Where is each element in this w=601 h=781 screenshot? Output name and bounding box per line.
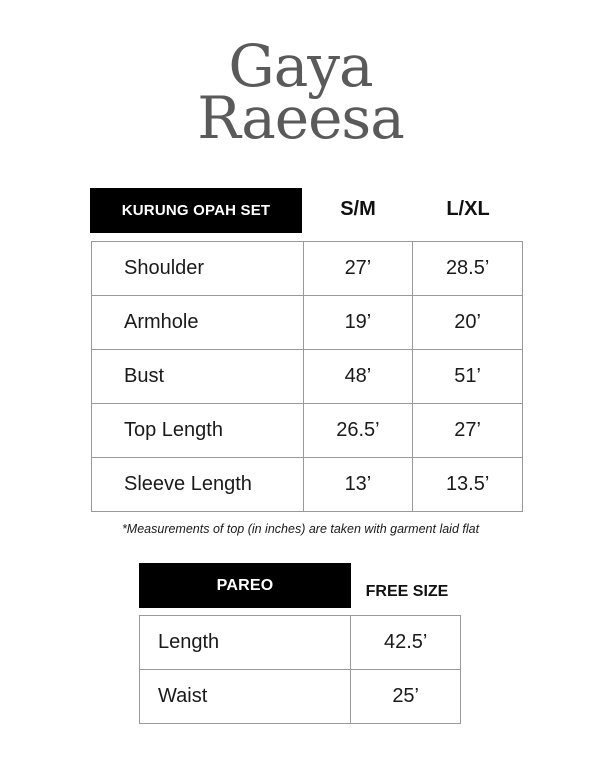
kurung-size-table xyxy=(91,241,523,512)
value-lxl: 28.5’ xyxy=(413,242,523,296)
table-row xyxy=(92,458,523,512)
value-free-size: 42.5’ xyxy=(351,616,461,670)
pareo-label xyxy=(139,563,351,608)
row-label: Sleeve Length xyxy=(92,458,304,512)
table-row xyxy=(92,296,523,350)
column-header-free-size: FREE SIZE xyxy=(365,583,449,600)
kurung-label xyxy=(90,188,302,233)
value-sm: 13’ xyxy=(303,458,413,512)
column-header-sm: S/M xyxy=(340,198,376,220)
row-label: Waist xyxy=(140,670,351,724)
value-free-size: 25’ xyxy=(351,670,461,724)
pareo-size-table xyxy=(139,615,461,724)
table-row xyxy=(140,670,461,724)
value-sm: 19’ xyxy=(303,296,413,350)
measurement-note: *Measurements of top (in inches) are taken with garment laid flat xyxy=(121,522,480,536)
value-sm: 27’ xyxy=(303,242,413,296)
value-lxl: 27’ xyxy=(413,404,523,458)
brand-logo xyxy=(0,32,601,152)
row-label: Armhole xyxy=(92,296,304,350)
row-label: Length xyxy=(140,616,351,670)
row-label: Shoulder xyxy=(92,242,304,296)
value-sm: 48’ xyxy=(303,350,413,404)
brand-line-1: Gaya xyxy=(228,32,373,100)
value-lxl: 20’ xyxy=(413,296,523,350)
kurung-label-text: KURUNG OPAH SET xyxy=(121,202,271,219)
brand-line-2: Raeesa xyxy=(197,84,404,152)
row-label: Top Length xyxy=(92,404,304,458)
table-row xyxy=(140,616,461,670)
table-row xyxy=(92,350,523,404)
row-label: Bust xyxy=(92,350,304,404)
value-sm: 26.5’ xyxy=(303,404,413,458)
value-lxl: 13.5’ xyxy=(413,458,523,512)
table-row xyxy=(92,404,523,458)
table-row xyxy=(92,242,523,296)
pareo-label-text: PAREO xyxy=(216,576,274,594)
column-header-lxl: L/XL xyxy=(446,198,490,220)
value-lxl: 51’ xyxy=(413,350,523,404)
